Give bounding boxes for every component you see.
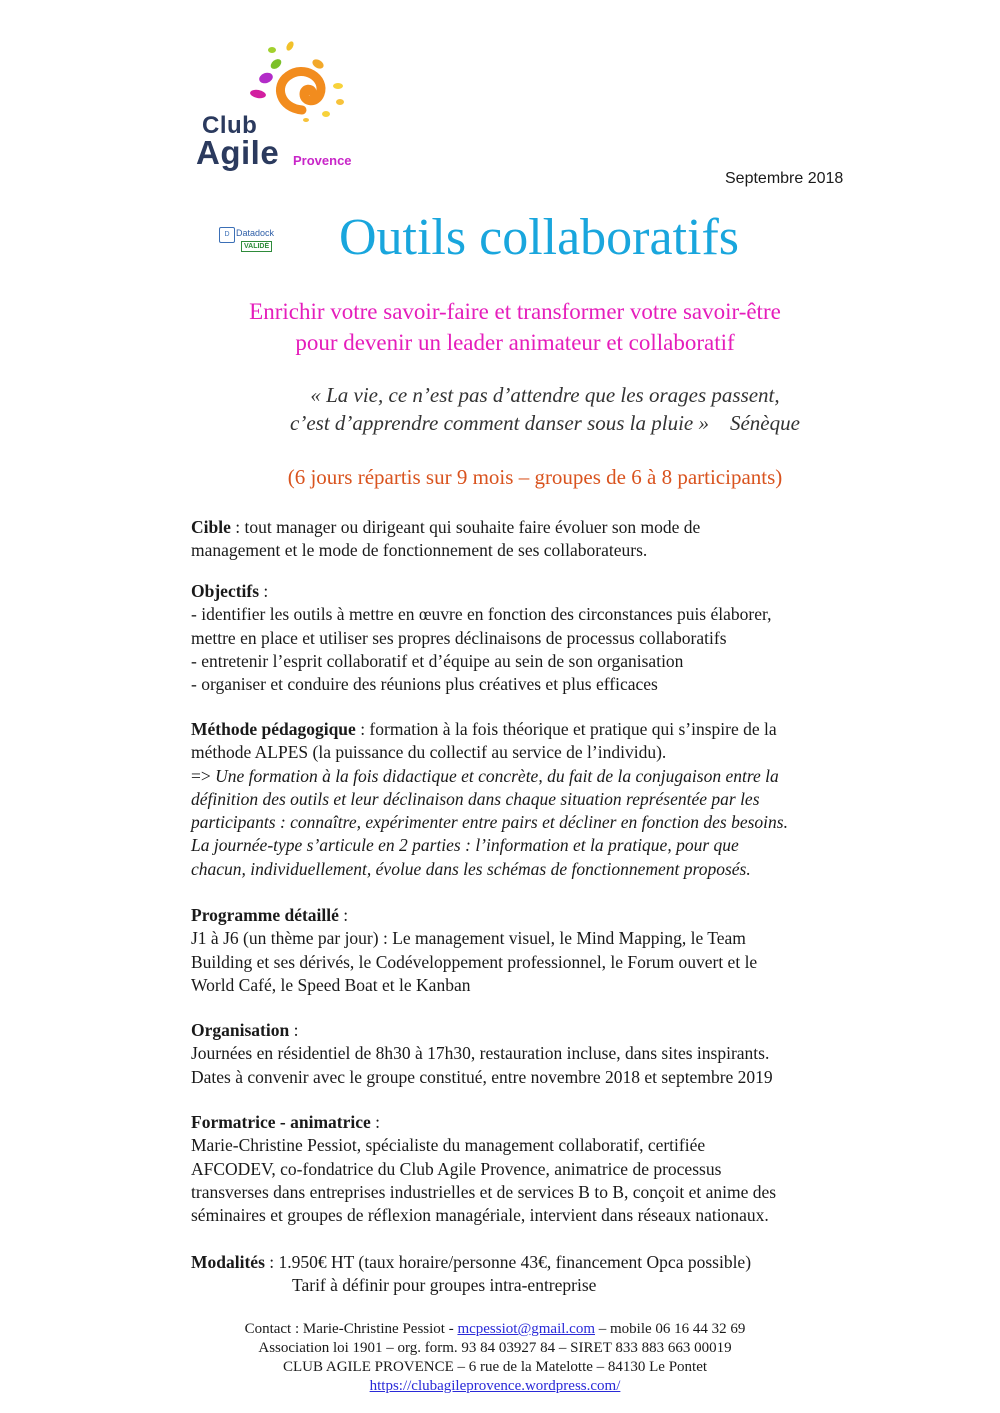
brand-agile: Agile [196, 134, 280, 171]
methode-italic: définition des outils et leur déclinaison dans chaque situation représentée par les [191, 788, 760, 809]
section-programme [191, 904, 891, 997]
duration: (6 jours répartis sur 9 mois – groupes de 6 à 8 participants) [287, 465, 783, 489]
methode-italic: Une formation à la fois didactique et concrète, du fait de la conjugaison entre la [215, 765, 779, 786]
section-organisation [191, 1019, 891, 1089]
objectifs-suffix: : [259, 581, 269, 601]
methode-italic: chacun, individuellement, évolue dans les schémas de fonctionnement proposés. [191, 858, 751, 879]
formatrice-line: transverses dans entreprises industrielles et de services B to B, conçoit et anime des [191, 1181, 777, 1202]
objectifs-line: mettre en place et utiliser ses propres déclinaisons de processus collaboratifs [191, 627, 727, 648]
page-title: Outils collaboratifs [338, 209, 740, 266]
modalites-text: Tarif à définir pour groupes intra-entreprise [292, 1275, 597, 1296]
subtitle [150, 296, 880, 358]
datadock-name: Datadock [236, 228, 275, 238]
objectifs-line: - entretenir l’esprit collaboratif et d’équipe au sein de son organisation [191, 650, 684, 671]
brand-club: Club [202, 112, 258, 139]
organisation-line: Journées en résidentiel de 8h30 à 17h30, restauration incluse, dans sites inspirants. [191, 1043, 770, 1064]
cible-text: : tout manager ou dirigeant qui souhaite faire évoluer son mode de [230, 517, 701, 537]
section-cible [191, 516, 891, 563]
methode-arrow: => [191, 765, 216, 786]
subtitle-line: Enrichir votre savoir-faire et transformer votre savoir-être [249, 299, 781, 324]
formatrice-line: AFCODEV, co-fondatrice du Club Agile Provence, animatrice de processus [191, 1158, 722, 1179]
modalites-text: : 1.950€ HT (taux horaire/personne 43€, financement Opca possible) [264, 1252, 752, 1272]
section-formatrice [191, 1111, 891, 1227]
methode-italic: La journée-type s’articule en 2 parties : l’information et la pratique, pour que [191, 835, 739, 856]
brand-provence: Provence [293, 153, 352, 168]
subtitle-line: pour devenir un leader animateur et collaboratif [295, 330, 735, 355]
organisation-line: Dates à convenir avec le groupe constitué, entre novembre 2018 et septembre 2019 [191, 1066, 773, 1087]
email-link[interactable]: mcpessiot@gmail.com [457, 1321, 595, 1337]
datadock-icon: D [219, 227, 235, 243]
footer-contact: Contact : Marie-Christine Pessiot - [244, 1321, 458, 1337]
datadock-status: VALIDÉ [241, 241, 272, 252]
methode-text: : formation à la fois théorique et pratique qui s’inspire de la [355, 719, 777, 739]
footer-address: CLUB AGILE PROVENCE – 6 rue de la Matelotte – 84130 Le Pontet [282, 1359, 708, 1375]
programme-line: J1 à J6 (un thème par jour) : Le management visuel, le Mind Mapping, le Team [191, 928, 746, 949]
section-methode [191, 718, 891, 881]
cible-label: Cible [191, 517, 231, 537]
formatrice-suffix: : [370, 1112, 381, 1132]
quote-line: c’est d’apprendre comment danser sous la pluie » Sénèque [290, 411, 800, 435]
programme-line: World Café, le Speed Boat et le Kanban [191, 974, 471, 995]
footer-mobile: – mobile 06 16 44 32 69 [595, 1321, 746, 1337]
organisation-label: Organisation [191, 1020, 290, 1040]
section-modalites [191, 1251, 891, 1298]
modalites-label: Modalités [191, 1252, 265, 1272]
quote-line: « La vie, ce n’est pas d’attendre que les orages passent, [310, 383, 780, 407]
formatrice-label: Formatrice - animatrice [191, 1112, 371, 1132]
section-objectifs [191, 580, 891, 696]
objectifs-label: Objectifs [191, 581, 260, 601]
organisation-suffix: : [289, 1020, 299, 1040]
programme-label: Programme détaillé [191, 905, 339, 925]
methode-label: Méthode pédagogique [191, 719, 356, 739]
document-date: Septembre 2018 [725, 170, 844, 187]
quote [150, 381, 940, 437]
footer-association: Association loi 1901 – org. form. 93 84 03927 84 – SIRET 833 883 663 00019 [258, 1340, 732, 1356]
methode-italic: participants : connaître, expérimenter entre pairs et décliner en fonction des besoins. [191, 812, 788, 833]
cible-text: management et le mode de fonctionnement de ses collaborateurs. [191, 540, 648, 561]
formatrice-line: séminaires et groupes de réflexion managériale, intervient dans réseaux nationaux. [191, 1205, 769, 1226]
methode-text: méthode ALPES (la puissance du collectif au service de l’individu). [191, 742, 667, 763]
website-link[interactable]: https://clubagileprovence.wordpress.com/ [369, 1378, 621, 1394]
footer [150, 1320, 840, 1396]
programme-suffix: : [338, 905, 349, 925]
objectifs-line: - identifier les outils à mettre en œuvre en fonction des circonstances puis élaborer, [191, 604, 772, 625]
objectifs-line: - organiser et conduire des réunions plus créatives et plus efficaces [191, 674, 658, 695]
formatrice-line: Marie-Christine Pessiot, spécialiste du management collaboratif, certifiée [191, 1135, 706, 1156]
programme-line: Building et ses dérivés, le Codéveloppement professionnel, le Forum ouvert et le [191, 951, 758, 972]
